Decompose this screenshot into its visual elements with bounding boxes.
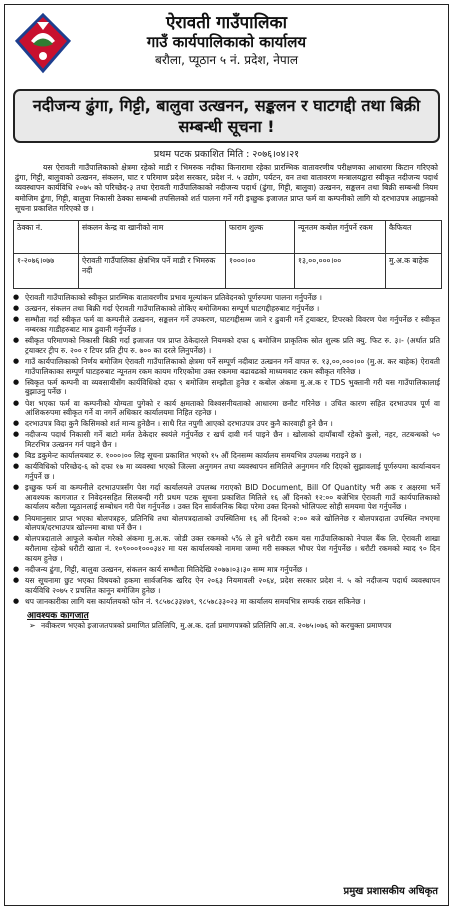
notice-page — [4, 4, 449, 906]
list-item: ● ऐरावती गाउँपालिकाको स्वीकृत प्रारम्भिक वातावरणीय प्रभाव मूल्यांकन प्रतिवेदनको पूर्णरुपमा पालना गर्नुपर्नेछ । — [13, 293, 440, 303]
office-name: गाउँ कार्यपालिकाको कार्यालय — [146, 33, 307, 51]
list-item: ● कार्यविधिको परिच्छेद-६ को दफा १७ मा व्यवस्था भएको जिल्ला अनुगमन तथा व्यवस्थापन समितिले अनुगमन गरि दिएको सुझावलाई पूर्णरुपमा कार्यान्वयन गर्नुपर्ने छ । — [13, 462, 440, 481]
table-cell: १३,००,०००।०० — [295, 254, 386, 289]
letterhead — [5, 5, 448, 83]
list-item: ● पेश भएका फर्म वा कम्पनीको योग्यता पुगेको र कार्य क्षमताको विश्वसनीयताको आधारमा छनौट गरिनेछ । उचित कारण सहित दरभाउपत्र पूर्ण वा आंशिकरुपमा स्वीकृत गर्ने वा नगर्ने अधिकार कार्यालयमा निहित रहनेछ । — [13, 399, 440, 418]
list-item: ● स्विकृत फर्म कम्पनी वा व्यवसायीसँग कार्यविधिको दफा ९ बमोजिम सम्झौता हुनेछ र कबोल अंकमा मु.अ.क र TDS भुक्तानी गरी यस गाउँपालिकालाई बुझाउनु पर्नेछ । — [13, 378, 440, 397]
table-row — [14, 254, 442, 289]
table-cell: १-२०७६।०७७ — [14, 254, 79, 289]
signature-title: प्रमुख प्रशासकीय अधिकृत — [343, 886, 438, 897]
office-address: बरौला, प्यूठान ५ नं. प्रदेश, नेपाल — [155, 53, 298, 67]
publish-date: प्रथम पटक प्रकाशित मिति : २०७६।०४।२१ — [153, 149, 300, 160]
list-item: ● नियमानुसार प्राप्त भएका बोलपत्रहरु, प्रतिनिधि तथा बोलपत्रदाताको उपस्थितिमा १६ औं दिनको २:०० बजे खोलिनेछ र बोलपत्रदाता उपस्थित नभएमा बोलपत्र/दरभाउपत्र खोल्नमा बाधा पर्ने छैन । — [13, 514, 440, 533]
list-item: ● स्वीकृत परिमाणको निकासी बिक्री गर्दा इजाजत पत्र प्राप्त ठेकेदारले नियमको दफा ६ बमोजिम प्राकृतिक स्रोत शुल्क प्रति क्यु. फिट रु. ३।- (अर्थात प्रति ट्रयाक्टर ट्रीप रु. २०० र टिपर प्रति ट्रीप रु. ७०० का दरले लिनुपर्नेछ) । — [13, 336, 440, 355]
notice-title: नदीजन्य ढुंगा, गिट्टी, बालुवा उत्खनन, सङ्कलन र घाटगद्दी तथा बिक्री सम्बन्धी सूचना ! — [13, 89, 440, 143]
list-item: ● बोलपत्रदाताले आफूले कबोल गरेको अंकमा मु.अ.क. जोडी उक्त रकमको ५% ले हुने धरौटी रकम यस गाउँपालिकाको नेपाल बैंक लि. ऐरावती शाखा बरौलामा रहेको धरौटी खाता नं. १०९०००१०००३४२ मा यस कार्यालयको नाममा जम्मा गरी सक्कल भौचर पेश गर्नुपर्नेछ । धरौटी रकमको म्याद ९० दिन कायम हुनेछ । — [13, 534, 440, 563]
table-header-cell: फाराम शुल्क — [226, 221, 295, 254]
table-cell: मु.अ.क बाहेक — [386, 254, 442, 289]
table-header-cell: संकलन केन्द्र वा खानीको नाम — [79, 221, 226, 254]
list-item: ● सम्भौता गर्दा स्वीकृत फर्म वा कम्पनीले उत्खनन, सङ्कलन गर्ने उपकरण, घाटगद्दीसम्म जाने र ढुवानी गर्ने ट्रयाक्टर, टिपरको विवरण पेश गर्नुपर्नेछ र स्वीकृत नम्बरका गाडीहरुबाट मात्र ढुवानी गर्नुपर्नेछ । — [13, 315, 440, 334]
list-item: ● नदीजन्य पदार्थ निकासी गर्ने बाटो मर्मत ठेकेदार स्वयंले गर्नुपर्नेछ र खर्च दावी गर्न पाइने छैन । खोलाको दायाँबायाँ रहेको कुलो, नहर, तटबन्धको ५० मिटरभित्र उत्खनन गर्न पाइने छैन । — [13, 430, 440, 449]
table-header-cell: ठेक्का नं. — [14, 221, 79, 254]
intro-paragraph: यस ऐरावती गाउँपालिकाको क्षेत्रमा रहेको माडी र भिमरुक नदीका किनारामा रहेका प्रारम्भिक वातावरणीय परीक्षणका आधारमा किटान गरिएको ढुंगा, गिट्टी, बालुवाको उत्खनन, संकलन, घाट र परिमाण प्रदेश सरकार, प्रदेश नं. ५ उद्योग, पर्यटन, वन तथा वातावरण मन्त्रालयद्वारा स्वीकृत नदीजन्य पदार्थ व्यवस्थापन कार्यविधि २०७५ को परिच्छेद-३ तथा ऐरावती गाउँपालिकाको नदीजन्य पदार्थ (ढुंगा, गिट्टी, बालुवा) उत्खनन, सङ्कलन तथा बिक्री सम्बन्धी नियम बमोजिम ढुंगा, गिट्टी, बालुवा निकासी ठेक्का सम्बन्धी तपसिलको शर्त पालना गर्ने गरी इच्छुक इजाजत प्राप्त फर्म वा कम्पनीको लागि यो दरभाउपत्र आह्वानको सूचना प्रकाशित गरिएको छ । — [15, 163, 438, 213]
nepal-emblem-icon — [11, 11, 75, 75]
list-item: ● थप जानकारीका लागि यस कार्यालयको फोन नं. ९८५७८३३४७९, ९८५७८३३०२३ मा कार्यालय समयभित्र सम्पर्क राख्न सकिनेछ । — [13, 597, 440, 607]
table-cell: १०००।०० — [226, 254, 295, 289]
table-cell: ऐरावती गाउँपालिका क्षेत्रभित्र पर्ने माडी र भिमरुक नदी — [79, 254, 226, 289]
list-item: ● नदीजन्य ढुंगा, गिट्टी, बालुवा उत्खनन, संकलन कार्य सम्भौता मितिदेखि २०७७।०३।३० सम्म मात्र गर्नुपर्नेछ । — [13, 565, 440, 575]
table-header-cell: न्यूनतम कबोल गर्नुपर्ने रकम — [295, 221, 386, 254]
list-item: ● गाउँ कार्यपालिकाको निर्णय बमोजिम ऐरावती गाउँपालिकाको क्षेत्रमा पर्ने सम्पूर्ण नदीबाट उत्खनन गर्ने वापत रु. १३,००,०००।०० (मु.अ. कर बाहेक) ऐरावती गाउँपालिकाका सम्पूर्ण घाटहरुबाट न्यूनतम रकम कायम गरिएकोमा उक्त रकममा बढावढको माध्यमबाट रकम स्वीकृत गरिनेछ । — [13, 357, 440, 376]
table-header-row — [14, 221, 442, 254]
list-item: ● बिड डकुमेन्ट कार्यालयबाट रु. १०००।०० लिइ सूचना प्रकाशित भएको १५ औं दिनसम्म कार्यालय समयभित्र उपलब्ध गराइने छ । — [13, 451, 440, 461]
list-item: ● इच्छुक फर्म वा कम्पनीले दरभाउपत्रसँग पेश गर्दा कार्यालयले उपलब्ध गराएको BID Document, Bill Of Quantity भरी अक र अक्षरमा भर्ने आवश्यक कागजात र निवेदनसहित सिलबन्दी गरी प्रथम पटक सूचना प्रकाशित मितिले १६ औं दिनको १२:०० बजेभित्र ऐरावती गाउँ कार्यपालिकाको कार्यालय बरौला प्यूठानलाई सम्बोधन गरी पेश गर्नुपर्नेछ । उक्त दिन सार्वजनिक बिदा परेमा उक्त दिनको भोलिपल्ट सोही समयमा पेश गर्नुपर्नेछ । — [13, 483, 440, 512]
required-docs-item: ➢ नवीकरण भएको इजाजतपत्रको प्रमाणित प्रतिलिपि, मु.अ.क. दर्ता प्रमाणपत्रको प्रतिलिपि आ.व. २०७५।०७६ को करचुक्ता प्रमाणपत्र — [5, 621, 448, 631]
municipality-title: ऐरावती गाउँपालिका — [166, 13, 287, 33]
conditions-list — [5, 293, 448, 606]
contract-table — [13, 220, 442, 289]
list-item: ● उत्खनन, संकलन तथा बिक्री गर्दा ऐरावती गाउँपालिकाको तोकिए बमोजिमका सम्पूर्ण घाटगद्दीहरुबाट गर्नुपर्नेछ । — [13, 304, 440, 314]
required-docs-title: आवश्यक कागजात — [27, 611, 89, 622]
list-item: ● यस सूचनामा छुट भएका विषयको हकमा सार्वजनिक खरिद ऐन २०६३ नियमावली २०६४, प्रदेश सरकार प्रदेश नं. ५ को नदीजन्य पदार्थ व्यवस्थापन कार्यविधि २०७५ र प्रचलित कानून बमोजिम हुनेछ । — [13, 576, 440, 595]
table-header-cell: कैफियत — [386, 221, 442, 254]
list-item: ● दरभाउपत्र विदा कुनै किसिमको शर्त मान्य हुनेछैन । साथै रित नपुगी आएको दरभाउपत्र उपर कुनै कारवाही हुने छैन । — [13, 419, 440, 429]
